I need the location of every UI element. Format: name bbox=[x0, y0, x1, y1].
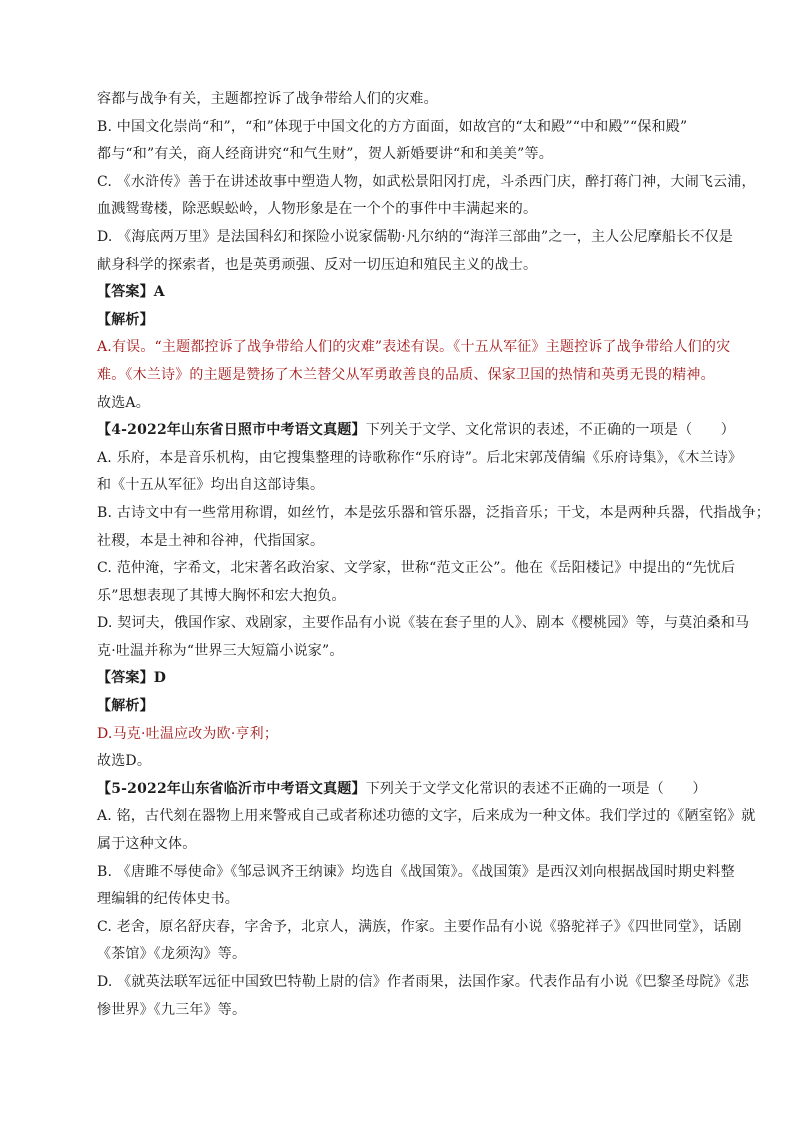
text-line: 容都与战争有关，主题都控诉了战争带给人们的灾难。 bbox=[97, 91, 438, 107]
text-line: 都与“和”有关，商人经商讲究“和气生财”，贺人新婚要讲“和和美美”等。 bbox=[97, 146, 553, 163]
question-line bbox=[97, 417, 735, 445]
question-stem: 下列关于文学文化常识的表述不正确的一项是（ ） bbox=[365, 780, 707, 797]
text-line: D. 《就英法联军远征中国致巴特勒上尉的信》作者雨果，法国作家。代表作品有小说《巴黎圣母院》《悲 bbox=[97, 974, 750, 990]
section-marker: 【答案】D bbox=[97, 670, 167, 687]
text-line: 乐”思想表现了其博大胸怀和宏大抱负。 bbox=[97, 587, 346, 604]
text-line: 故选A。 bbox=[97, 394, 150, 411]
section-marker: 【答案】A bbox=[97, 284, 165, 301]
section-marker: 【解析】 bbox=[97, 311, 154, 328]
analysis-line: D.马克·吐温应改为欧·亨利； bbox=[97, 725, 279, 742]
text-line: D. 《海底两万里》是法国科幻和探险小说家儒勒·凡尔纳的“海洋三部曲”之一，主人公尼摩船长不仅是 bbox=[97, 228, 733, 245]
text-line: 献身科学的探索者，也是英勇顽强、反对一切压迫和殖民主义的战士。 bbox=[97, 256, 538, 273]
text-line: B. 《唐雎不辱使命》《邹忌讽齐王纳谏》均选自《战国策》。《战国策》是西汉刘向根据战国时期史料整 bbox=[97, 863, 735, 880]
question-source: 【4-2022年山东省日照市中考语文真题】 bbox=[97, 422, 366, 439]
text-line: 《茶馆》《龙须沟》等。 bbox=[97, 946, 247, 963]
question-source: 【5-2022年山东省临沂市中考语文真题】 bbox=[97, 780, 366, 797]
text-line: B. 古诗文中有一些常用称谓，如丝竹，本是弦乐器和管乐器，泛指音乐；干戈，本是两种兵器，代指战争； bbox=[97, 504, 770, 521]
section-marker: 【解析】 bbox=[97, 698, 154, 715]
text-line: C. 老舍，原名舒庆春，字舍予，北京人，满族，作家。主要作品有小说《骆驼祥子》《四世同堂》，话剧 bbox=[97, 918, 742, 935]
text-line: 克·吐温并称为“世界三大短篇小说家”。 bbox=[97, 642, 344, 659]
text-line: 社稷，本是土神和谷神，代指国家。 bbox=[97, 532, 325, 549]
text-line: 属于这种文体。 bbox=[97, 836, 197, 853]
text-line: B. 中国文化崇尚“和”，“和”体现于中国文化的方方面面，如故宫的“太和殿”“中和殿”“保和殿” bbox=[97, 118, 688, 135]
analysis-line: A.有误。“主题都控诉了战争带给人们的灾难”表述有误。《十五从军征》主题控诉了战争带给人们的灾 bbox=[97, 339, 731, 356]
text-line: A. 铭，古代刻在器物上用来警戒自己或者称述功德的文字，后来成为一种文体。我们学过的《陋室铭》就 bbox=[97, 808, 756, 825]
text-line: 血溅鸳鸯楼，除恶蜈蚣岭，人物形象是在一个个的事件中丰满起来的。 bbox=[97, 201, 538, 218]
text-line: A. 乐府，本是音乐机构，由它搜集整理的诗歌称作“乐府诗”。后北宋郭茂倩编《乐府诗集》，《木兰诗》 bbox=[97, 449, 743, 466]
text-line: 故选D。 bbox=[97, 753, 152, 770]
document-body bbox=[97, 86, 770, 1024]
text-line: 和《十五从军征》均出自这部诗集。 bbox=[97, 477, 325, 494]
analysis-line: 难。《木兰诗》的主题是赞扬了木兰替父从军勇敢善良的品质、保家卫国的热情和英勇无畏的精神。 bbox=[97, 366, 715, 383]
question-line bbox=[97, 776, 724, 804]
text-line: D. 契诃夫，俄国作家、戏剧家，主要作品有小说《装在套子里的人》、剧本《樱桃园》等，与莫泊桑和马 bbox=[97, 615, 750, 632]
question-stem: 下列关于文学、文化常识的表述，不正确的一项是（ ） bbox=[365, 422, 735, 439]
text-line: C. 范仲淹，字希文，北宋著名政治家、文学家，世称“范文正公”。他在《岳阳楼记》中提出的“先忧后 bbox=[97, 560, 736, 577]
text-line: 理编辑的纪传体史书。 bbox=[97, 891, 239, 908]
text-line: 惨世界》《九三年》等。 bbox=[97, 1001, 247, 1018]
text-line: C. 《水浒传》善于在讲述故事中塑造人物，如武松景阳冈打虎，斗杀西门庆，醉打蒋门神，大闹飞云浦， bbox=[97, 173, 756, 190]
